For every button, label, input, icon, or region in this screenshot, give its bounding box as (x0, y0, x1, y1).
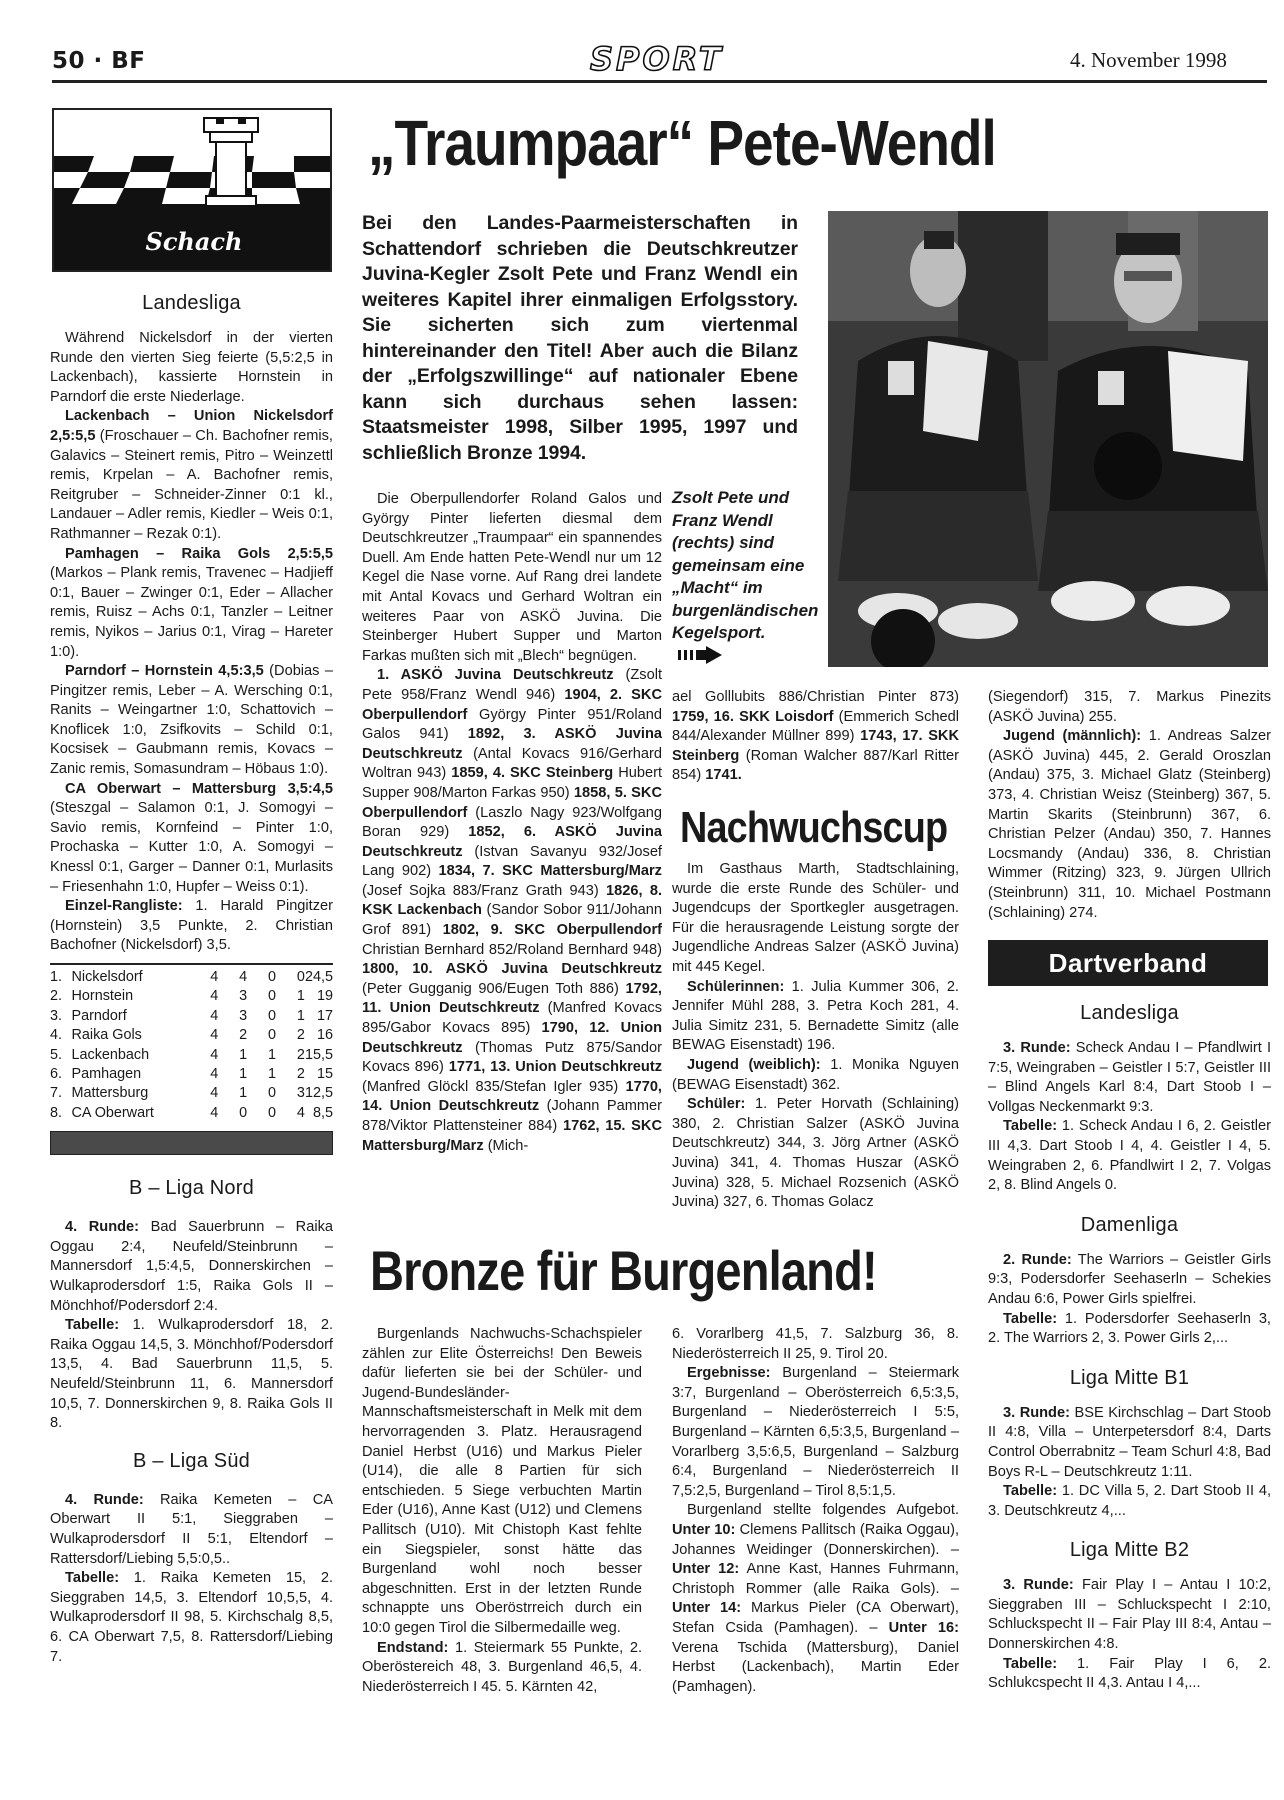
photo-caption-text: Zsolt Pete und Franz Wendl (rechts) sind gemeinsam eine „Macht“ im burgenländischen Kegelsport. (672, 488, 819, 642)
table-cell: 3. (50, 1007, 63, 1024)
sued-para-2: Tabelle: 1. Raika Kemeten 15, 2. Sieggraben 14,5, 3. Eltendorf 10,5,5, 4. Wulkaprodersdorf II 98, 5. Kirchschalg 8,5, 6. CA Oberwart 7,5, 8. Rattersdorf/Liebing 7. (50, 1570, 333, 1665)
table-cell: 2 (296, 1066, 305, 1083)
landesliga-para-4: Parndorf – Hornstein 4,5:3,5 (Dobias – Pingitzer remis, Leber – A. Wersching 0:1, Ranits – Weingartner 1:0, Schattovich – Knoflicek 1:0, Zsifkovits – Schild 0:1, Kocsisek – Gaubmann remis, Kovacs – Zanic remis, Somasundram – Höbaus 1:0). (50, 663, 334, 778)
nachwuchs-intro: Im Gasthaus Marth, Stadtschlaining, wurde die erste Runde des Schüler- und Jugendcups der Sportkegler ausgetragen. Für die herausragende Leistung sorgte der Jugendliche Andreas Salzer (ASKÖ Juvina) mit 445 Kegel. (672, 861, 959, 975)
table-cell: 4 (210, 988, 219, 1005)
table-cell: 3 (239, 988, 248, 1005)
liga-mitte-b2-table: Tabelle: 1. Fair Play I 6, 2. Schlukcspecht II 4,3. Antau I 4,... (988, 1655, 1271, 1692)
table-cell: 0 (268, 969, 277, 985)
nord-para-1: 4. Runde: Bad Sauerbrunn – Raika Oggau 2:4, Neufeld/Steinbrunn – Mannersdorf 1,5:4,5, Donnerskirchen – Wulkaprodersdorf 1:5, Raika Gols II – Mönchhof/Podersdorf 2:4. (50, 1219, 333, 1314)
table-cell: 3 (239, 1007, 248, 1024)
table-cell: 5. (50, 1046, 63, 1063)
table-bottom-bar (50, 1131, 333, 1155)
chess-column (50, 285, 333, 1667)
table-cell: 17 (316, 1007, 333, 1024)
table-top-rule (50, 963, 333, 965)
page-number: 50 · BF (52, 48, 146, 74)
table-cell: 4. (50, 1027, 63, 1044)
table-cell: 24,5 (304, 969, 333, 985)
section-title: SPORT (590, 40, 724, 78)
nord-title: B – Liga Nord (129, 1177, 254, 1200)
table-cell: 1 (239, 1046, 248, 1063)
kegeln-results-part2 (672, 688, 959, 786)
table-cell: 8,5 (312, 1104, 333, 1121)
landesliga-para-6: Einzel-Rangliste: 1. Harald Pingitzer (Hornstein) 3,5 Punkte, 2. Christian Bachofner (Nickelsdorf) 3,5. (50, 898, 333, 954)
nachwuchs-schuelerinnen: Schülerinnen: 1. Julia Kummer 306, 2. Jennifer Mühl 288, 3. Petra Koch 281, 4. Julia Simitz 231, 5. Bernadette Simitz (alle BEWAG Eisenstadt) 196. (672, 978, 959, 1054)
table-cell: 4 (239, 969, 248, 985)
table-cell: 6. (50, 1066, 63, 1083)
table-cell: 1 (268, 1046, 277, 1063)
table-cell: Raika Gols (71, 1027, 142, 1044)
dart-landesliga-results: 3. Runde: Scheck Andau I – Pfandlwirt I 7:5, Weingraben – Geistler I 5:7, Geistler III – Blind Angels Karl 8:4, Dart Stoob I – Vollgas Neckenmarkt 9:3. (988, 1040, 1271, 1115)
table-cell: 7. (50, 1085, 63, 1102)
table-cell: Pamhagen (71, 1066, 142, 1083)
chess-logo (52, 108, 332, 272)
kegeln-intro (362, 490, 662, 1156)
landesliga-para-2: Lackenbach – Union Nickelsdorf 2,5:5,5 (Froschauer – Ch. Bachofner remis, Galavics – Steinert remis, Pitro – Weinzettl remis, Krpelan – A. Bachofner remis, Reitgruber – Schneider-Zinner 0:1 kl., Landauer – Adler remis, Kiedler – Weis 0:1, Rathmanner – Rezak 0:1). (50, 408, 333, 542)
table-cell: 1 (239, 1085, 248, 1102)
table-cell: 0 (268, 1085, 277, 1102)
table-cell: 4 (210, 1066, 219, 1083)
table-cell: 4 (210, 1027, 219, 1044)
table-cell: 12,5 (304, 1085, 333, 1102)
kegeln-results-part1: 1. ASKÖ Juvina Deutschkreutz (Zsolt Pete 958/Franz Wendl 946) 1904, 2. SKC Oberpullendorf György Pinter 951/Roland Galos 941) 1892, 3. ASKÖ Juvina Deutschkreutz (Antal Kovacs 916/Gerhard Woltran 943) 1859, 4. SKC Steinberg Hubert Supper 908/Marton Farkas 950) 1858, 5. SKC Oberpullendorf (Laszlo Nagy 923/Wolfgang Boran 929) 1852, 6. ASKÖ Juvina Deutschkreutz (Istvan Savanyu 932/Josef Lang 902) 1834, 7. SKC Mattersburg/Marz (Josef Sojka 883/Franz Grath 943) 1826, 8. KSK Lackenbach (Sandor Sobor 911/Johann Grof 891) 1802, 9. SKC Oberpullendorf Christian Bernhard 852/Roland Bernhard 948) 1800, 10. ASKÖ Juvina Deutschkreutz (Peter Gugganig 906/Eugen Toth 886) 1792, 11. Union Deutschkreutz (Manfred Kovacs 895/Gabor Kovacs 895) 1790, 12. Union Deutschkreutz (Thomas Putz 875/Sandor Kovacs 896) 1771, 13. Union Deutschkreutz (Manfred Glöckl 835/Stefan Igler 935) 1770, 14. Union Deutschkreutz (Johann Pammer 878/Viktor Plattensteiner 884) 1762, 15. SKC Mattersburg/Marz (Mich- (362, 667, 662, 1154)
table-row (50, 1084, 333, 1103)
dart-landesliga-table: Tabelle: 1. Scheck Andau I 6, 2. Geistler III 4,3. Dart Stoob I 4, 4. Geistler I 4, 5. Weingraben 2, 6. Pfandlwirt I 2, 7. Volgas 2, 8. Blind Angels 0. (988, 1118, 1271, 1194)
table-cell: 1 (239, 1066, 248, 1083)
table-cell: 0 (239, 1104, 248, 1121)
landesliga-para-1: Während Nickelsdorf in der vierten Runde den vierten Sieg feierte (5,5:2,5 in Lackenbach), kassierte Hornstein in Parndorf die erste Niederlage. (50, 330, 333, 405)
table-cell: CA Oberwart (71, 1104, 154, 1121)
standings-table (50, 968, 333, 1123)
landesliga-para-3: Pamhagen – Raika Gols 2,5:5,5 (Markos – Plank remis, Travenec – Hadjieff 0:1, Bauer – Zwinger 0:1, Eder – Allacher remis, Ruisz – Achs 0:1, Tanzler – Leitner remis, Nyikos – Jarius 0:1, Virag – Hareter 1:0). (50, 545, 333, 660)
nachwuchs-headline: Nachwuchscup (680, 803, 948, 852)
damenliga-table: Tabelle: 1. Podersdorfer Seehaserln 3, 2. The Warriors 2, 3. Power Girls 2,... (988, 1310, 1271, 1347)
table-cell: 1 (296, 988, 305, 1005)
table-cell: 16 (316, 1027, 333, 1044)
nachwuchs-text (672, 860, 959, 1213)
damenliga-title: Damenliga (1080, 1213, 1179, 1236)
chess-board-image (54, 110, 332, 272)
table-row (50, 1026, 333, 1045)
damenliga-results: 2. Runde: The Warriors – Geistler Girls 9:3, Podersdorfer Seehaserln – Schekies Andau 6:6, Power Girls spielfrei. (988, 1251, 1271, 1307)
table-cell: 0 (268, 1104, 277, 1121)
table-cell: 8. (50, 1104, 63, 1121)
table-cell: 2 (296, 1027, 305, 1044)
table-row (50, 987, 333, 1006)
table-cell: 0 (268, 1027, 277, 1044)
nachwuchs-continued-text: (Siegendorf) 315, 7. Markus Pinezits (ASKÖ Juvina) 255. (988, 689, 1271, 725)
table-cell: Lackenbach (71, 1046, 150, 1063)
chess-logo-label: Schach (145, 227, 243, 256)
table-cell: 3 (296, 1085, 305, 1102)
kegeln-results-part2-text: ael Golllubits 886/Christian Pinter 873) 1759, 16. SKK Loisdorf (Emmerich Schedl 844/Alexander Müllner 899) 1743, 17. SKK Steinberg (Roman Walcher 887/Karl Ritter 854) 1741. (672, 689, 960, 784)
table-row (50, 1104, 333, 1123)
table-cell: 2 (239, 1027, 248, 1044)
nachwuchs-continued (988, 688, 1271, 923)
photo-pete-wendl (828, 211, 1268, 667)
table-cell: Mattersburg (71, 1085, 149, 1102)
table-row (50, 968, 333, 987)
dart-landesliga-title: Landesliga (1080, 1002, 1179, 1024)
bronze-intro: Burgenlands Nachwuchs-Schachspieler zählen zur Elite Österreichs! Den Beweis dafür lieferten sie bei der Schüler- und Jugend-Bundesländer-Mannschaftsmeisterschaft in Melk mit dem hervorragenden 3. Platz. Herausragend Daniel Herbst (U16) und Markus Pieler (U14), die alle 8 Partien für sich entschieden. 5 Siege verbuchten Martin Eder (U16), Anne Kast (U12) und Clemens Pallitsch (U10). Mit Chistoph Kast fehlte ein Siegspieler, sonst hätte das Burgenland wohl noch besser abgeschnitten. Erst in der letzten Runde schnappte uns Oberöstrreich durch ein 10:0 gegen Tirol die Silbermedaille weg. (362, 1326, 642, 1636)
table-row (50, 1007, 333, 1026)
lead-paragraph: Bei den Landes-Paarmeisterschaften in Schattendorf schrieben die Deutschkreutzer Juvina-Kegler Zsolt Pete und Franz Wendl ein weiteres Kapitel ihrer einmaligen Erfolgsstory. Sie sicherten sich zum viertenmal hintereinander den Titel! Aber auch die Bilanz der „Erfolgszwillinge“ auf nationaler Ebene kann sich durchaus sehen lassen: Staatsmeister 1998, Silber 1995, 1997 und schließlich Bronze 1994. (362, 212, 798, 464)
table-cell: 4 (210, 1085, 219, 1102)
header-rule (52, 80, 1267, 83)
bronze-headline: Bronze für Burgenland! (370, 1239, 877, 1302)
chess-landesliga-text (50, 329, 333, 956)
table-cell: 0 (268, 988, 277, 1005)
liga-mitte-b2-title: Liga Mitte B2 (1069, 1539, 1190, 1562)
chess-landesliga-title: Landesliga (142, 292, 241, 314)
table-cell: 19 (316, 988, 333, 1005)
table-cell: Parndorf (71, 1007, 127, 1024)
table-cell: 1 (296, 1007, 305, 1024)
liga-mitte-b2-results: 3. Runde: Fair Play I – Antau I 10:2, Sieggraben III – Schluckspecht I 2:10, Schluckspecht II – Fair Play III 8:4, Antau – Donnerskirchen 4:8. (988, 1577, 1272, 1653)
bronze-text-col2 (672, 1325, 959, 1697)
table-cell: Nickelsdorf (71, 969, 143, 985)
kegeln-intro-text: Die Oberpullendorfer Roland Galos und György Pinter lieferten diesmal dem Deutschkreutzer „Traumpaar“ ein spannendes Duell. Am Ende hatten Pete-Wendl nur um 12 Kegel die Nase vorne. Auf Rang drei landete mit Antal Kovacs und Gerhard Woltran ein weiteres Paar von ASKÖ Juvina. Die Steinberger Hubert Supper und Marton Farkas mußten sich mit „Blech“ begnügen. (362, 491, 662, 664)
table-cell: 0 (296, 969, 305, 985)
table-cell: 15,5 (304, 1046, 333, 1063)
table-cell: 4 (210, 969, 219, 985)
nachwuchs-schueler: Schüler: 1. Peter Horvath (Schlaining) 380, 2. Christian Salzer (ASKÖ Juvina Deutschkreutz) 344, 3. Jörg Artner (ASKÖ Juvina) 341, 4. Thomas Huszar (ASKÖ Juvina) 328, 5. Michael Rozsenich (ASKÖ Juvina) 327, 6. Thomas Golacz (672, 1096, 959, 1211)
dartverband-bar: Dartverband (988, 940, 1268, 986)
nachwuchs-jugend-weiblich: Jugend (weiblich): 1. Monika Nguyen (BEWAG Eisenstadt) 362. (672, 1056, 959, 1093)
bronze-endstand: Endstand: 1. Steiermark 55 Punkte, 2. Oberöstereich 48, 3. Burgenland 46,5, 4. Niederösterreich I 45. 5. Kärnten 42, (362, 1639, 642, 1695)
dart-column (988, 990, 1271, 1694)
liga-mitte-b1-title: Liga Mitte B1 (1069, 1366, 1190, 1389)
table-cell: 4 (210, 1046, 219, 1063)
table-cell: 1 (268, 1066, 277, 1083)
table-cell: 4 (210, 1007, 219, 1024)
nachwuchs-jugend-maennlich: Jugend (männlich): 1. Andreas Salzer (ASKÖ Juvina) 445, 2. Gerald Oroszlan (Andau) 375, 3. Michael Glatz (Steinberg) 373, 4. Christian Weisz (Steinberg) 367, 5. Martin Skarits (Steinbrunn) 367, 6. Christian Pelzer (Andau) 350, 7. Hannes Locsmandy (Andau) 336, 8. Christian Wimmer (Ritzing) 323, 9. Jürgen Ullrich (Steinbrunn) 311, 10. Michael Postmann (Schlaining) 274. (988, 728, 1271, 921)
arrow-right-icon (678, 646, 722, 664)
liga-mitte-b1-results: 3. Runde: BSE Kirchschlag – Dart Stoob II 4:8, Villa – Unterpetersdorf 8:4, Darts Control Oberrabnitz – Team Schurl 4:8, Bad Boys R-L – Deutschkreutz 1:11. (988, 1404, 1272, 1480)
liga-mitte-b1-table: Tabelle: 1. DC Villa 5, 2. Dart Stoob II 4, 3. Deutschkreutz 4,... (988, 1483, 1271, 1519)
table-cell: 1. (50, 969, 63, 985)
landesliga-para-5: CA Oberwart – Mattersburg 3,5:4,5 (Steszgal – Salamon 0:1, J. Somogyi – Savio remis, Kornfeind – Pinter 1:0, Prochaska – Kutter 1:0, A. Somogyi – Knessl 0:1, Garger – Danner 0:1, Murlasits – Friesenhahn 1:0, Hupfer – Weiss 0:1). (50, 780, 333, 895)
table-cell: 4 (296, 1104, 305, 1121)
bronze-text-col1 (362, 1325, 642, 1697)
table-cell: 4 (210, 1104, 219, 1121)
table-cell: 2 (296, 1046, 305, 1063)
sued-title: B – Liga Süd (133, 1449, 250, 1472)
issue-date: 4. November 1998 (1070, 48, 1227, 72)
bronze-aufgebot: Burgenland stellte folgendes Aufgebot. Unter 10: Clemens Pallitsch (Raika Oggau), Johannes Weidinger (Donnerskirchen). – Unter 12: Anne Kast, Hannes Fuhrmann, Christoph Rommer (alle Raika Gols). – Unter 14: Markus Pieler (CA Oberwart), Stefan Csida (Pamhagen). – Unter 16: Verena Tschida (Mattersburg), Daniel Herbst (Lackenbach), Martin Eder (Pamhagen). (672, 1502, 960, 1695)
sued-text (50, 1491, 333, 1667)
table-row (50, 1065, 333, 1084)
photo-caption (672, 487, 819, 667)
main-headline: „Traumpaar“ Pete-Wendl (368, 107, 996, 179)
nord-text (50, 1218, 333, 1434)
table-cell: 2. (50, 988, 63, 1005)
bronze-endstand-cont: 6. Vorarlberg 41,5, 7. Salzburg 36, 8. Niederösterreich II 25, 9. Tirol 20. (672, 1326, 959, 1362)
table-cell: 15 (316, 1066, 333, 1083)
nord-para-2: Tabelle: 1. Wulkaprodersdorf 18, 2. Raika Oggau 14,5, 3. Mönchhof/Podersdorf 13,5, 4. Bad Sauerbrunn 11,5, 5. Neufeld/Steinbrunn 11, 6. Mannersdorf 10,5, 7. Donnerskirchen 9, 8. Raika Gols II 8. (50, 1317, 333, 1432)
bronze-ergebnisse: Ergebnisse: Burgenland – Steiermark 3:7, Burgenland – Oberösterreich 6,5:3,5, Burgenland – Niederösterreich I 5:5, Burgenland – Kärnten 6,5:3,5, Burgenland – Vorarlberg 3,5:6,5, Burgenland – Salzburg 6:4, Burgenland – Niederösterreich II 7,5:2,5, Burgenland – Tirol 8,5:1,5. (672, 1365, 959, 1499)
table-row (50, 1046, 333, 1065)
table-cell: 0 (268, 1007, 277, 1024)
table-cell: Hornstein (71, 988, 134, 1005)
sued-para-1: 4. Runde: Raika Kemeten – CA Oberwart II 5:1, Sieggraben – Wulkaprodersdorf II 5:1, Eltendorf – Rattersdorf/Liebing 5,5:0,5.. (50, 1491, 333, 1567)
